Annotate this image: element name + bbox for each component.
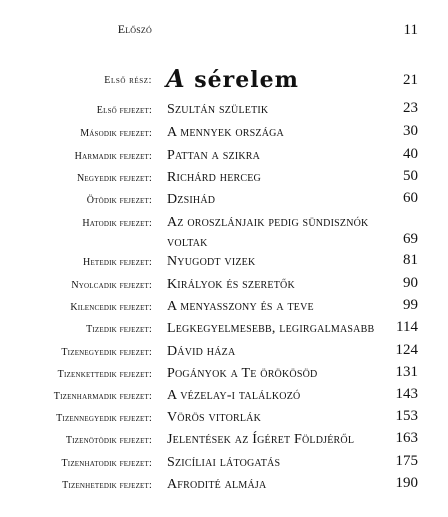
toc-chapter-title: Szicíliai látogatás [167, 455, 281, 470]
toc-page-number: 30 [403, 123, 418, 139]
toc-chapter-title: Pogányok a Te örökösöd [167, 366, 318, 381]
toc-chapter-label: Tizedik fejezet: [86, 324, 152, 335]
toc-chapter-label: Nyolcadik fejezet: [71, 280, 152, 291]
toc-chapter-label: Tizenharmadik fejezet: [53, 391, 152, 402]
toc-page-number: 143 [395, 386, 418, 402]
toc-chapter-label: Kilencedik fejezet: [70, 302, 152, 313]
toc-chapter-title: Nyugodt vizek [167, 254, 256, 269]
toc-chapter-label: Hetedik fejezet: [83, 257, 152, 268]
toc-preface-label: Előszó [117, 22, 152, 36]
toc-chapter-title: Dávid háza [167, 344, 236, 359]
toc-chapter-label: Ötödik fejezet: [86, 195, 152, 206]
toc-part-label: Első rész: [104, 75, 152, 86]
toc-page-number: 90 [403, 275, 418, 291]
toc-chapter-title: Dzsihád [167, 192, 216, 207]
toc-page-number: 99 [403, 297, 418, 313]
toc-chapter-title: Legkegyelmesebb, legirgalmasabb [167, 321, 375, 336]
toc-chapter-title: Afrodité almája [167, 477, 267, 492]
toc-page-number: 190 [395, 475, 418, 491]
toc-chapter-label: Hatodik fejezet: [82, 218, 152, 229]
toc-chapter-title: A mennyek országa [167, 125, 284, 140]
toc-page-number: 153 [395, 408, 418, 424]
toc-chapter-label: Második fejezet: [80, 128, 152, 139]
toc-chapter-title: Vörös vitorlák [167, 410, 262, 425]
toc-part-title-rest: sérelem [185, 67, 299, 93]
toc-page-number: 124 [395, 342, 418, 358]
toc-page-number: 81 [403, 252, 418, 268]
toc-page-number: 40 [403, 146, 418, 162]
toc-chapter-title: Szultán születik [167, 102, 269, 117]
toc-page-number: 23 [403, 100, 418, 116]
toc-chapter-title: Királyok és szeretők [167, 277, 295, 292]
toc-chapter-title: Richárd herceg [167, 170, 261, 185]
toc-chapter-label: Harmadik fejezet: [74, 151, 152, 162]
toc-chapter-label: Tizenkettedik fejezet: [57, 369, 152, 380]
toc-chapter-label: Tizenhatodik fejezet: [61, 458, 152, 469]
toc-chapter-label: Tizennegyedik fejezet: [56, 413, 152, 424]
toc-chapter-label: Tizenötödik fejezet: [65, 435, 152, 446]
toc-page-number: 21 [403, 72, 418, 88]
toc-page-number: 11 [403, 22, 418, 38]
toc-chapter-label: Negyedik fejezet: [76, 173, 152, 184]
toc-page-number: 163 [395, 430, 418, 446]
toc-chapter-label: Első fejezet: [96, 105, 152, 116]
toc-part-title-initial: A [166, 64, 186, 93]
toc-chapter-title: A menyasszony és a teve [167, 299, 314, 314]
toc-page-number: 114 [396, 319, 418, 335]
toc-chapter-label: Tizenhetedik fejezet: [62, 480, 152, 491]
toc-chapter-title: Az oroszlánjaik pedig sündisznók voltak [167, 215, 369, 250]
toc-page-number: 50 [403, 168, 418, 184]
toc-page-number: 60 [403, 190, 418, 206]
toc-page-number: 175 [395, 453, 418, 469]
toc-chapter-title: A vézelay-i találkozó [167, 388, 301, 403]
toc-page-number: 131 [395, 364, 418, 380]
toc-part-title [166, 64, 299, 93]
toc-chapter-title: Pattan a szikra [167, 148, 261, 163]
toc-page-number: 69 [403, 231, 418, 247]
toc-chapter-title: Jelentések az Ígéret Földjéről [167, 432, 355, 447]
toc-chapter-label: Tizenegyedik fejezet: [61, 347, 152, 358]
